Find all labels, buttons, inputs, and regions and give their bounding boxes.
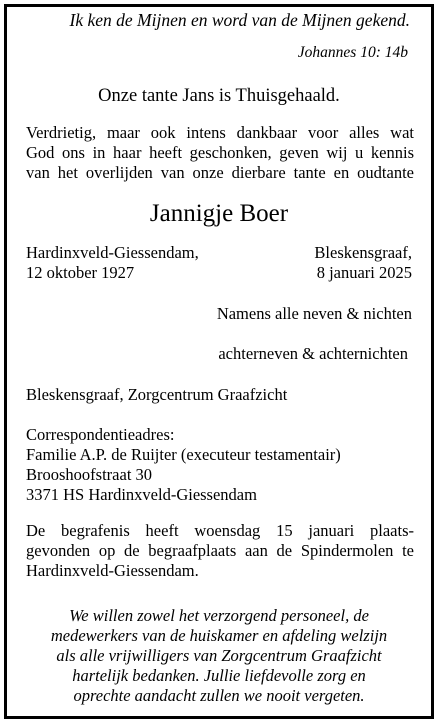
death-place: Bleskensgraaf, xyxy=(314,243,412,262)
correspondence-address xyxy=(26,425,341,505)
thanks-line: hartelijk bedanken. Jullie liefdevolle zorg en xyxy=(72,666,366,685)
funeral-line: gevonden op de begraafplaats aan de Spindermolen te xyxy=(26,541,414,560)
birth-info xyxy=(26,243,199,283)
funeral-line: De begrafenis heeft woensdag 15 januari plaats- xyxy=(26,521,414,540)
signatory-line: achterneven & achternichten xyxy=(218,344,408,363)
correspondence-line: Brooshoofstraat 30 xyxy=(26,465,153,484)
thanks-line: als alle vrijwilligers van Zorgcentrum Graafzicht xyxy=(56,646,382,665)
intro-line: Verdrietig, maar ook intens dankbaar voor alles wat xyxy=(26,123,414,142)
thanks-line: oprechte aandacht zullen we nooit vergeten. xyxy=(73,686,365,705)
bible-motto: Ik ken de Mijnen en word van de Mijnen gekend. xyxy=(69,10,410,30)
death-date: 8 januari 2025 xyxy=(316,263,412,282)
birth-date: 12 oktober 1927 xyxy=(26,263,135,282)
correspondence-line: 3371 HS Hardinxveld-Giessendam xyxy=(26,485,257,504)
intro-line: van het overlijden van onze dierbare tante en oudtante xyxy=(26,163,414,182)
thanks-line: We willen zowel het verzorgend personeel, de xyxy=(69,606,369,625)
thanks-line: medewerkers van de huiskamer en afdeling welzijn xyxy=(50,626,388,645)
deceased-name: Jannigje Boer xyxy=(149,200,289,227)
residence-line: Bleskensgraaf, Zorgcentrum Graafzicht xyxy=(26,385,288,404)
headline: Onze tante Jans is Thuisgehaald. xyxy=(98,86,340,106)
correspondence-line: Familie A.P. de Ruijter (executeur testamentair) xyxy=(26,445,341,464)
intro-paragraph xyxy=(26,123,414,183)
intro-line: God ons in haar heeft geschonken, geven wij u kennis xyxy=(26,143,414,162)
signatory-line: Namens alle neven & nichten xyxy=(216,304,412,323)
funeral-line: Hardinxveld-Giessendam. xyxy=(26,561,199,580)
verse-reference: Johannes 10: 14b xyxy=(297,44,408,61)
correspondence-line: Correspondentieadres: xyxy=(26,425,175,444)
death-info xyxy=(314,243,412,283)
birth-place: Hardinxveld-Giessendam, xyxy=(26,243,199,262)
funeral-paragraph xyxy=(26,521,414,581)
thanks-paragraph xyxy=(0,606,438,706)
